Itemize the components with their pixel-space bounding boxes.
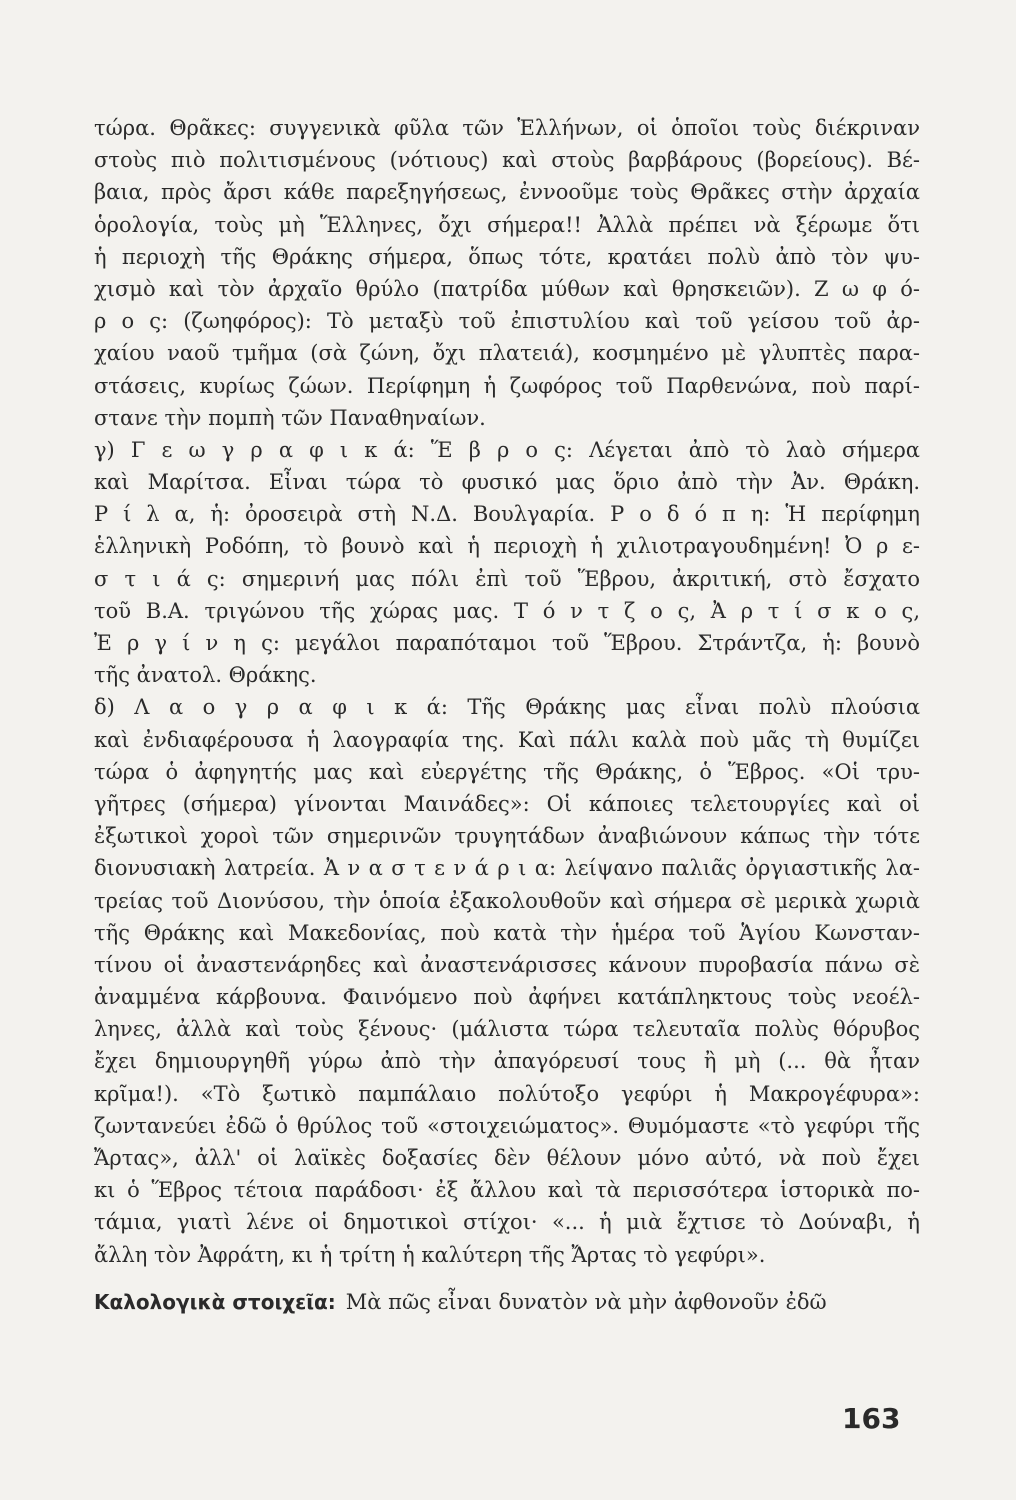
- text-line: ἐξωτικοὶ χοροὶ τῶν σημερινῶν τρυγητάδων ἀναβιώνουν κάπως τὴν τότε: [94, 824, 920, 849]
- text-line: τῆς Θράκης καὶ Μακεδονίας, ποὺ κατὰ τὴν ἡμέρα τοῦ Ἁγίου Κωνσταν-: [94, 920, 920, 945]
- text-line: χισμὸ καὶ τὸν ἀρχαῖο θρύλο (πατρίδα μύθων καὶ θρησκειῶν). Ζ ω φ ό-: [94, 276, 920, 301]
- text-line: στανε τὴν πομπὴ τῶν Παναθηναίων.: [94, 405, 486, 430]
- text-line: Ρ ί λ α, ἡ: ὀροσειρὰ στὴ Ν.Δ. Βουλγαρία. Ρ ο δ ό π η: Ἡ περίφημη: [94, 502, 920, 527]
- text-line: χαίου ναοῦ τμῆμα (σὰ ζώνη, ὄχι πλατειά), κοσμημένο μὲ γλυπτὲς παρα-: [94, 341, 920, 366]
- text-line: τώρα ὁ ἀφηγητής μας καὶ εὐεργέτης τῆς Θράκης, ὁ Ἕβρος. «Οἱ τρυ-: [94, 759, 920, 784]
- text-line: ρ ο ς: (ζωηφόρος): Τὸ μεταξὺ τοῦ ἐπιστυλίου καὶ τοῦ γείσου τοῦ ἀρ-: [94, 309, 920, 334]
- text-line: καὶ Μαρίτσα. Εἶναι τώρα τὸ φυσικό μας ὅριο ἀπὸ τὴν Ἀν. Θράκη.: [94, 470, 920, 495]
- text-line: βαια, πρὸς ἄρσι κάθε παρεξηγήσεως, ἐννοοῦμε τοὺς Θρᾶκες στὴν ἀρχαία: [94, 180, 920, 205]
- text-line: Ἐ ρ γ ί ν η ς: μεγάλοι παραπόταμοι τοῦ Ἕβρου. Στράντζα, ἡ: βουνὸ: [94, 631, 920, 655]
- page-body: [94, 112, 920, 1319]
- text-line: τοῦ Β.Α. τριγώνου τῆς χώρας μας. Τ ό ν τ ζ ο ς, Ἀ ρ τ ί σ κ ο ς,: [94, 598, 920, 623]
- text-line: κρῖμα!). «Τὸ ξωτικὸ παμπάλαιο πολύτοξο γεφύρι ἡ Μακρογέφυρα»:: [94, 1081, 920, 1106]
- text-line: στοὺς πιὸ πολιτισμένους (νότιους) καὶ στοὺς βαρβάρους (βορείους). Βέ-: [94, 148, 920, 173]
- text-line: καὶ ἐνδιαφέρουσα ἡ λαογραφία της. Καὶ πάλι καλὰ ποὺ μᾶς τὴ θυμίζει: [94, 727, 920, 752]
- paragraph-gap: [94, 1271, 920, 1285]
- text-line: δ) Λ α ο γ ρ α φ ι κ ά: Τῆς Θράκης μας εἶναι πολὺ πλούσια: [94, 695, 920, 720]
- text-line: ἔχει δημιουργηθῆ γύρω ἀπὸ τὴν ἀπαγόρευσί τους ἢ μὴ (... θὰ ἦταν: [94, 1049, 920, 1074]
- text-line: ἑλληνικὴ Ροδόπη, τὸ βουνὸ καὶ ἡ περιοχὴ ἡ χιλιοτραγουδημένη! Ὀ ρ ε-: [94, 534, 920, 559]
- text-line: κι ὁ Ἕβρος τέτοια παράδοσι· ἐξ ἄλλου καὶ τὰ περισσότερα ἱστορικὰ πο-: [94, 1178, 920, 1203]
- final-text: Μὰ πῶς εἶναι δυνατὸν νὰ μὴν ἀφθονοῦν ἐδῶ: [345, 1289, 827, 1314]
- text-line: ὁρολογία, τοὺς μὴ Ἕλληνες, ὄχι σήμερα!! Ἀλλὰ πρέπει νὰ ξέρωμε ὅτι: [94, 212, 920, 237]
- text-line: τρείας τοῦ Διονύσου, τὴν ὁποία ἐξακολουθοῦν καὶ σήμερα σὲ μερικὰ χωριὰ: [94, 888, 920, 913]
- text-line: Ἄρτας», ἀλλ' οἱ λαϊκὲς δοξασίες δὲν θέλουν μόνο αὐτό, νὰ ποὺ ἔχει: [94, 1146, 920, 1170]
- text-line: ἡ περιοχὴ τῆς Θράκης σήμερα, ὅπως τότε, κρατάει πολὺ ἀπὸ τὸν ψυ-: [94, 244, 920, 269]
- final-text-line: [94, 1285, 920, 1319]
- text-line: τῆς ἀνατολ. Θράκης.: [94, 663, 317, 688]
- text-line: ἀναμμένα κάρβουνα. Φαινόμενο ποὺ ἀφήνει κατάπληκτους τοὺς νεοέλ-: [94, 985, 920, 1010]
- page-number: 163: [842, 1402, 901, 1435]
- text-line: γ) Γ ε ω γ ρ α φ ι κ ά: Ἕ β ρ ο ς: Λέγεται ἀπὸ τὸ λαὸ σήμερα: [94, 437, 920, 462]
- text-line: διονυσιακὴ λατρεία. Ἀ ν α σ τ ε ν ά ρ ι α: λείψανο παλιᾶς ὀργιαστικῆς λα-: [94, 856, 920, 881]
- text-line: ληνες, ἀλλὰ καὶ τοὺς ξένους· (μάλιστα τώρα τελευταῖα πολὺς θόρυβος: [94, 1017, 920, 1042]
- text-line: ζωντανεύει ἐδῶ ὁ θρύλος τοῦ «στοιχειώματος». Θυμόμαστε «τὸ γεφύρι τῆς: [94, 1113, 920, 1138]
- text-line: τάμια, γιατὶ λένε οἱ δημοτικοὶ στίχοι· «... ἡ μιὰ ἔχτισε τὸ Δούναβι, ἡ: [94, 1210, 920, 1235]
- text-line: τώρα. Θρᾶκες: συγγενικὰ φῦλα τῶν Ἑλλήνων, οἱ ὁποῖοι τοὺς διέκριναν: [94, 116, 920, 140]
- text-line: στάσεις, κυρίως ζώων. Περίφημη ἡ ζωφόρος τοῦ Παρθενώνα, ποὺ παρί-: [94, 373, 920, 398]
- text-line: σ τ ι ά ς: σημερινή μας πόλι ἐπὶ τοῦ Ἕβρου, ἀκριτική, στὸ ἔσχατο: [94, 566, 920, 591]
- text-line: γῆτρες (σήμερα) γίνονται Μαινάδες»: Οἱ κάποιες τελετουργίες καὶ οἱ: [94, 791, 920, 816]
- text-line: τίνου οἱ ἀναστενάρηδες καὶ ἀναστενάρισσες κάνουν πυροβασία πάνω σὲ: [94, 952, 920, 977]
- section-label: Καλολογικὰ στοιχεῖα:: [94, 1289, 336, 1314]
- text-line: ἄλλη τὸν Ἀφράτη, κι ἡ τρίτη ἡ καλύτερη τῆς Ἄρτας τὸ γεφύρι».: [94, 1242, 766, 1267]
